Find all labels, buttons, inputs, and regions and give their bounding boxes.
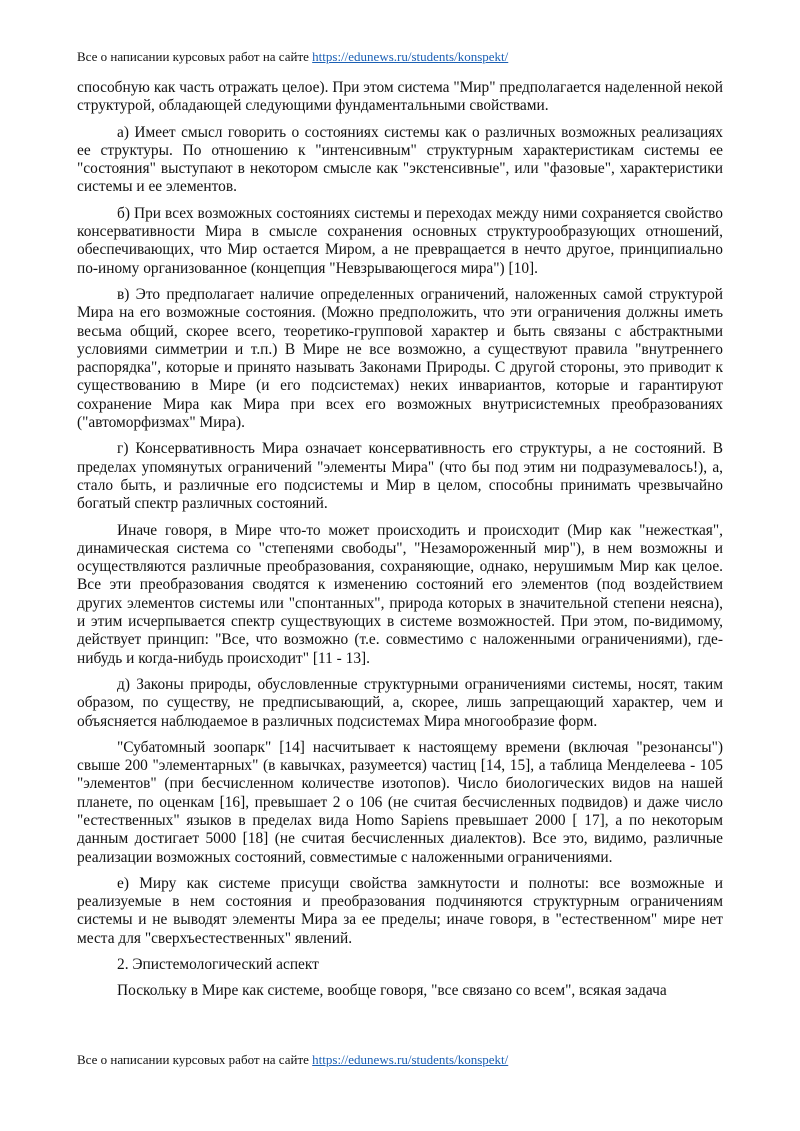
header-link[interactable]: https://edunews.ru/students/konspekt/ xyxy=(312,49,509,64)
section-heading: 2. Эпистемологический аспект xyxy=(117,956,319,974)
paragraph: б) При всех возможных состояниях системы и переходах между ними сохраняется свойство консервативности Мира в смысле сохранения основных структурообразующих отношений, обеспечивающих, что Мир остается Миром, а не превращается в нечто другое, принципиально по-иному организованное (концепция "Невзрывающегося мира") [10]. xyxy=(77,204,723,277)
paragraph: способную как часть отражать целое). При этом система "Мир" предполагается наделенной некой структурой, обладающей следующими фундаментальными свойствами. xyxy=(77,79,723,115)
paragraph: д) Законы природы, обусловленные структурными ограничениями системы, носят, таким образом, по существу, не предписывающий, а, скорее, лишь запрещающий характер, чем и объясняется наблюдаемое в различных подсистемах Мира многообразие форм. xyxy=(77,675,723,730)
header-text: Все о написании курсовых работ на сайте xyxy=(77,49,309,64)
document-body xyxy=(77,79,723,1009)
paragraph: г) Консервативность Мира означает консервативность его структуры, а не состояний. В пределах упомянутых ограничений "элементы Мира" (что бы под этим ни подразумевалось!), а, стало быть, и различные его подсистемы и Мир в целом, способны принимать чрезвычайно богатый спектр различных состояний. xyxy=(77,440,723,513)
paragraph: Поскольку в Мире как системе, вообще говоря, "все связано со всем", всякая задача xyxy=(117,982,667,1000)
footer-link[interactable]: https://edunews.ru/students/konspekt/ xyxy=(312,1052,509,1067)
paragraph: Иначе говоря, в Мире что-то может происходить и происходит (Мир как "нежесткая", динамическая система со "степенями свободы", "Незамороженный мир"), в нем возможны и осуществляются различные преобразования, сохраняющие, однако, нерушимым Мир как целое. Все эти преобразования сводятся к изменению состояний его элементов (под воздействием других элементов системы или "спонтанных", природа которых в значительной степени неясна), и этим исчерпывается спектр существующих в системе возможностей. При этом, по-видимому, действует принцип: "Все, что возможно (т.е. совместимо с наложенными ограничениями), где-нибудь и когда-нибудь происходит" [11 - 13]. xyxy=(77,521,723,667)
paragraph: "Субатомный зоопарк" [14] насчитывает к настоящему времени (включая "резонансы") свыше 200 "элементарных" (в кавычках, разумеется) частиц [14, 15], а таблица Менделеева - 105 "элементов" (при бесчисленном количестве изотопов). Число биологических видов на нашей планете, по оценкам [16], превышает 2 о 106 (не считая бесчисленных подвидов) и даже число "естественных" языков в пределах вида Homo Sapiens превышает 2000 [ 17], а по некоторым данным достигает 5000 [18] (не считая бесчисленных диалектов). Все это, видимо, различные реализации возможных состояний, совместимые с наложенными ограничениями. xyxy=(77,738,723,866)
footer-text: Все о написании курсовых работ на сайте xyxy=(77,1052,309,1067)
paragraph: а) Имеет смысл говорить о состояниях системы как о различных возможных реализациях ее структуры. По отношению к "интенсивным" структурным характеристикам системы ее "состояния" выступают в некотором смысле как "экстенсивные", или "фазовые", характеристики системы и ее элементов. xyxy=(77,123,723,196)
paragraph: е) Миру как системе присущи свойства замкнутости и полноты: все возможные и реализуемые в нем состояния и преобразования подчиняются структурным ограничениям системы и не выводят элементы Мира за ее пределы; иначе говоря, в "естественном" мире нет места для "сверхъестественных" явлений. xyxy=(77,874,723,947)
page-header xyxy=(77,49,508,65)
page-footer xyxy=(77,1052,508,1068)
paragraph: в) Это предполагает наличие определенных ограничений, наложенных самой структурой Мира на его возможные состояния. (Можно предположить, что эти ограничения должны иметь весьма общий, скорее всего, теоретико-групповой характер и быть связаны с абстрактными условиями симметрии и т.п.) В Мире не все возможно, а существуют правила "внутреннего распорядка", которые и принято называть Законами Природы. С другой стороны, это приводит к существованию в Мире (и его подсистемах) неких инвариантов, которые и гарантируют сохранение Мира как Мира при всех его возможных внутрисистемных преобразованиях ("автоморфизмах" Мира). xyxy=(77,285,723,432)
